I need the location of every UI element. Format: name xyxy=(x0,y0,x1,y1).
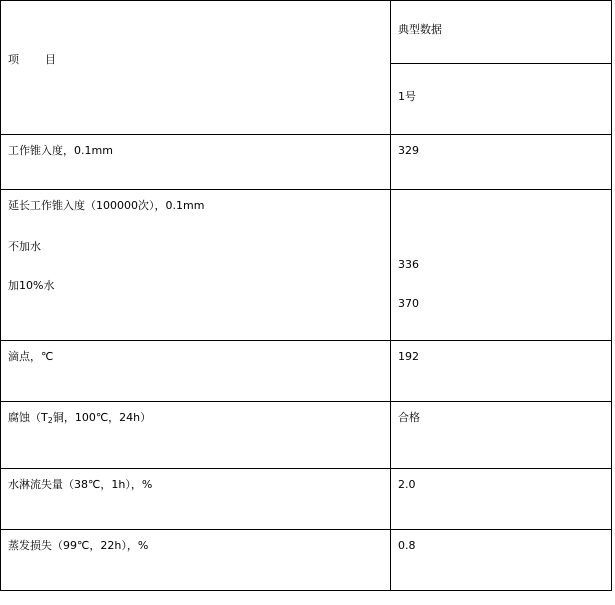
row-item-evaporation-loss xyxy=(1,530,391,591)
row-item-prolonged-penetration xyxy=(1,190,391,341)
value-label-with-water: 370 xyxy=(398,296,419,310)
item-label-suffix: 铜，100℃，24h） xyxy=(52,411,152,424)
value-label: 0.8 xyxy=(398,539,416,552)
row-item-dropping-point xyxy=(1,341,391,402)
row-value-water-washout xyxy=(391,469,612,530)
header-cell-item xyxy=(1,1,391,135)
header-data-label: 典型数据 xyxy=(398,23,442,36)
header-cell-sample xyxy=(391,64,612,135)
item-label: 滴点，℃ xyxy=(8,350,54,363)
table-row xyxy=(1,402,612,469)
header-item-label-part1: 项 xyxy=(8,53,19,66)
table-row xyxy=(1,341,612,402)
item-label: 工作锥入度，0.1mm xyxy=(8,144,113,157)
item-label-prefix: 腐蚀（T xyxy=(8,411,48,424)
table-row xyxy=(1,190,612,341)
item-label: 蒸发损失（99℃，22h），% xyxy=(8,539,149,552)
row-value-dropping-point xyxy=(391,341,612,402)
header-item-label-part2: 目 xyxy=(45,53,56,66)
value-label-no-water: 336 xyxy=(398,258,419,271)
row-value-prolonged-penetration xyxy=(391,190,612,341)
row-item-corrosion xyxy=(1,402,391,469)
value-label: 329 xyxy=(398,144,419,157)
row-value-worked-penetration xyxy=(391,135,612,190)
item-label-subscript: 2 xyxy=(47,416,53,425)
row-item-worked-penetration xyxy=(1,135,391,190)
value-label: 合格 xyxy=(398,411,420,424)
row-item-water-washout xyxy=(1,469,391,530)
table-row-header-top xyxy=(1,1,612,64)
row-value-evaporation-loss xyxy=(391,530,612,591)
item-label: 延长工作锥入度（100000次），0.1mm xyxy=(8,199,205,212)
item-sublabel-with-water: 加10%水 xyxy=(8,278,55,292)
header-sample-label: 1号 xyxy=(398,90,416,103)
table-row xyxy=(1,530,612,591)
header-cell-data xyxy=(391,1,612,64)
table-row xyxy=(1,469,612,530)
item-label: 水淋流失量（38℃，1h），% xyxy=(8,478,153,491)
value-label: 192 xyxy=(398,350,419,363)
row-value-corrosion xyxy=(391,402,612,469)
value-label: 2.0 xyxy=(398,478,416,491)
table-row xyxy=(1,135,612,190)
item-sublabel-no-water: 不加水 xyxy=(8,239,41,253)
